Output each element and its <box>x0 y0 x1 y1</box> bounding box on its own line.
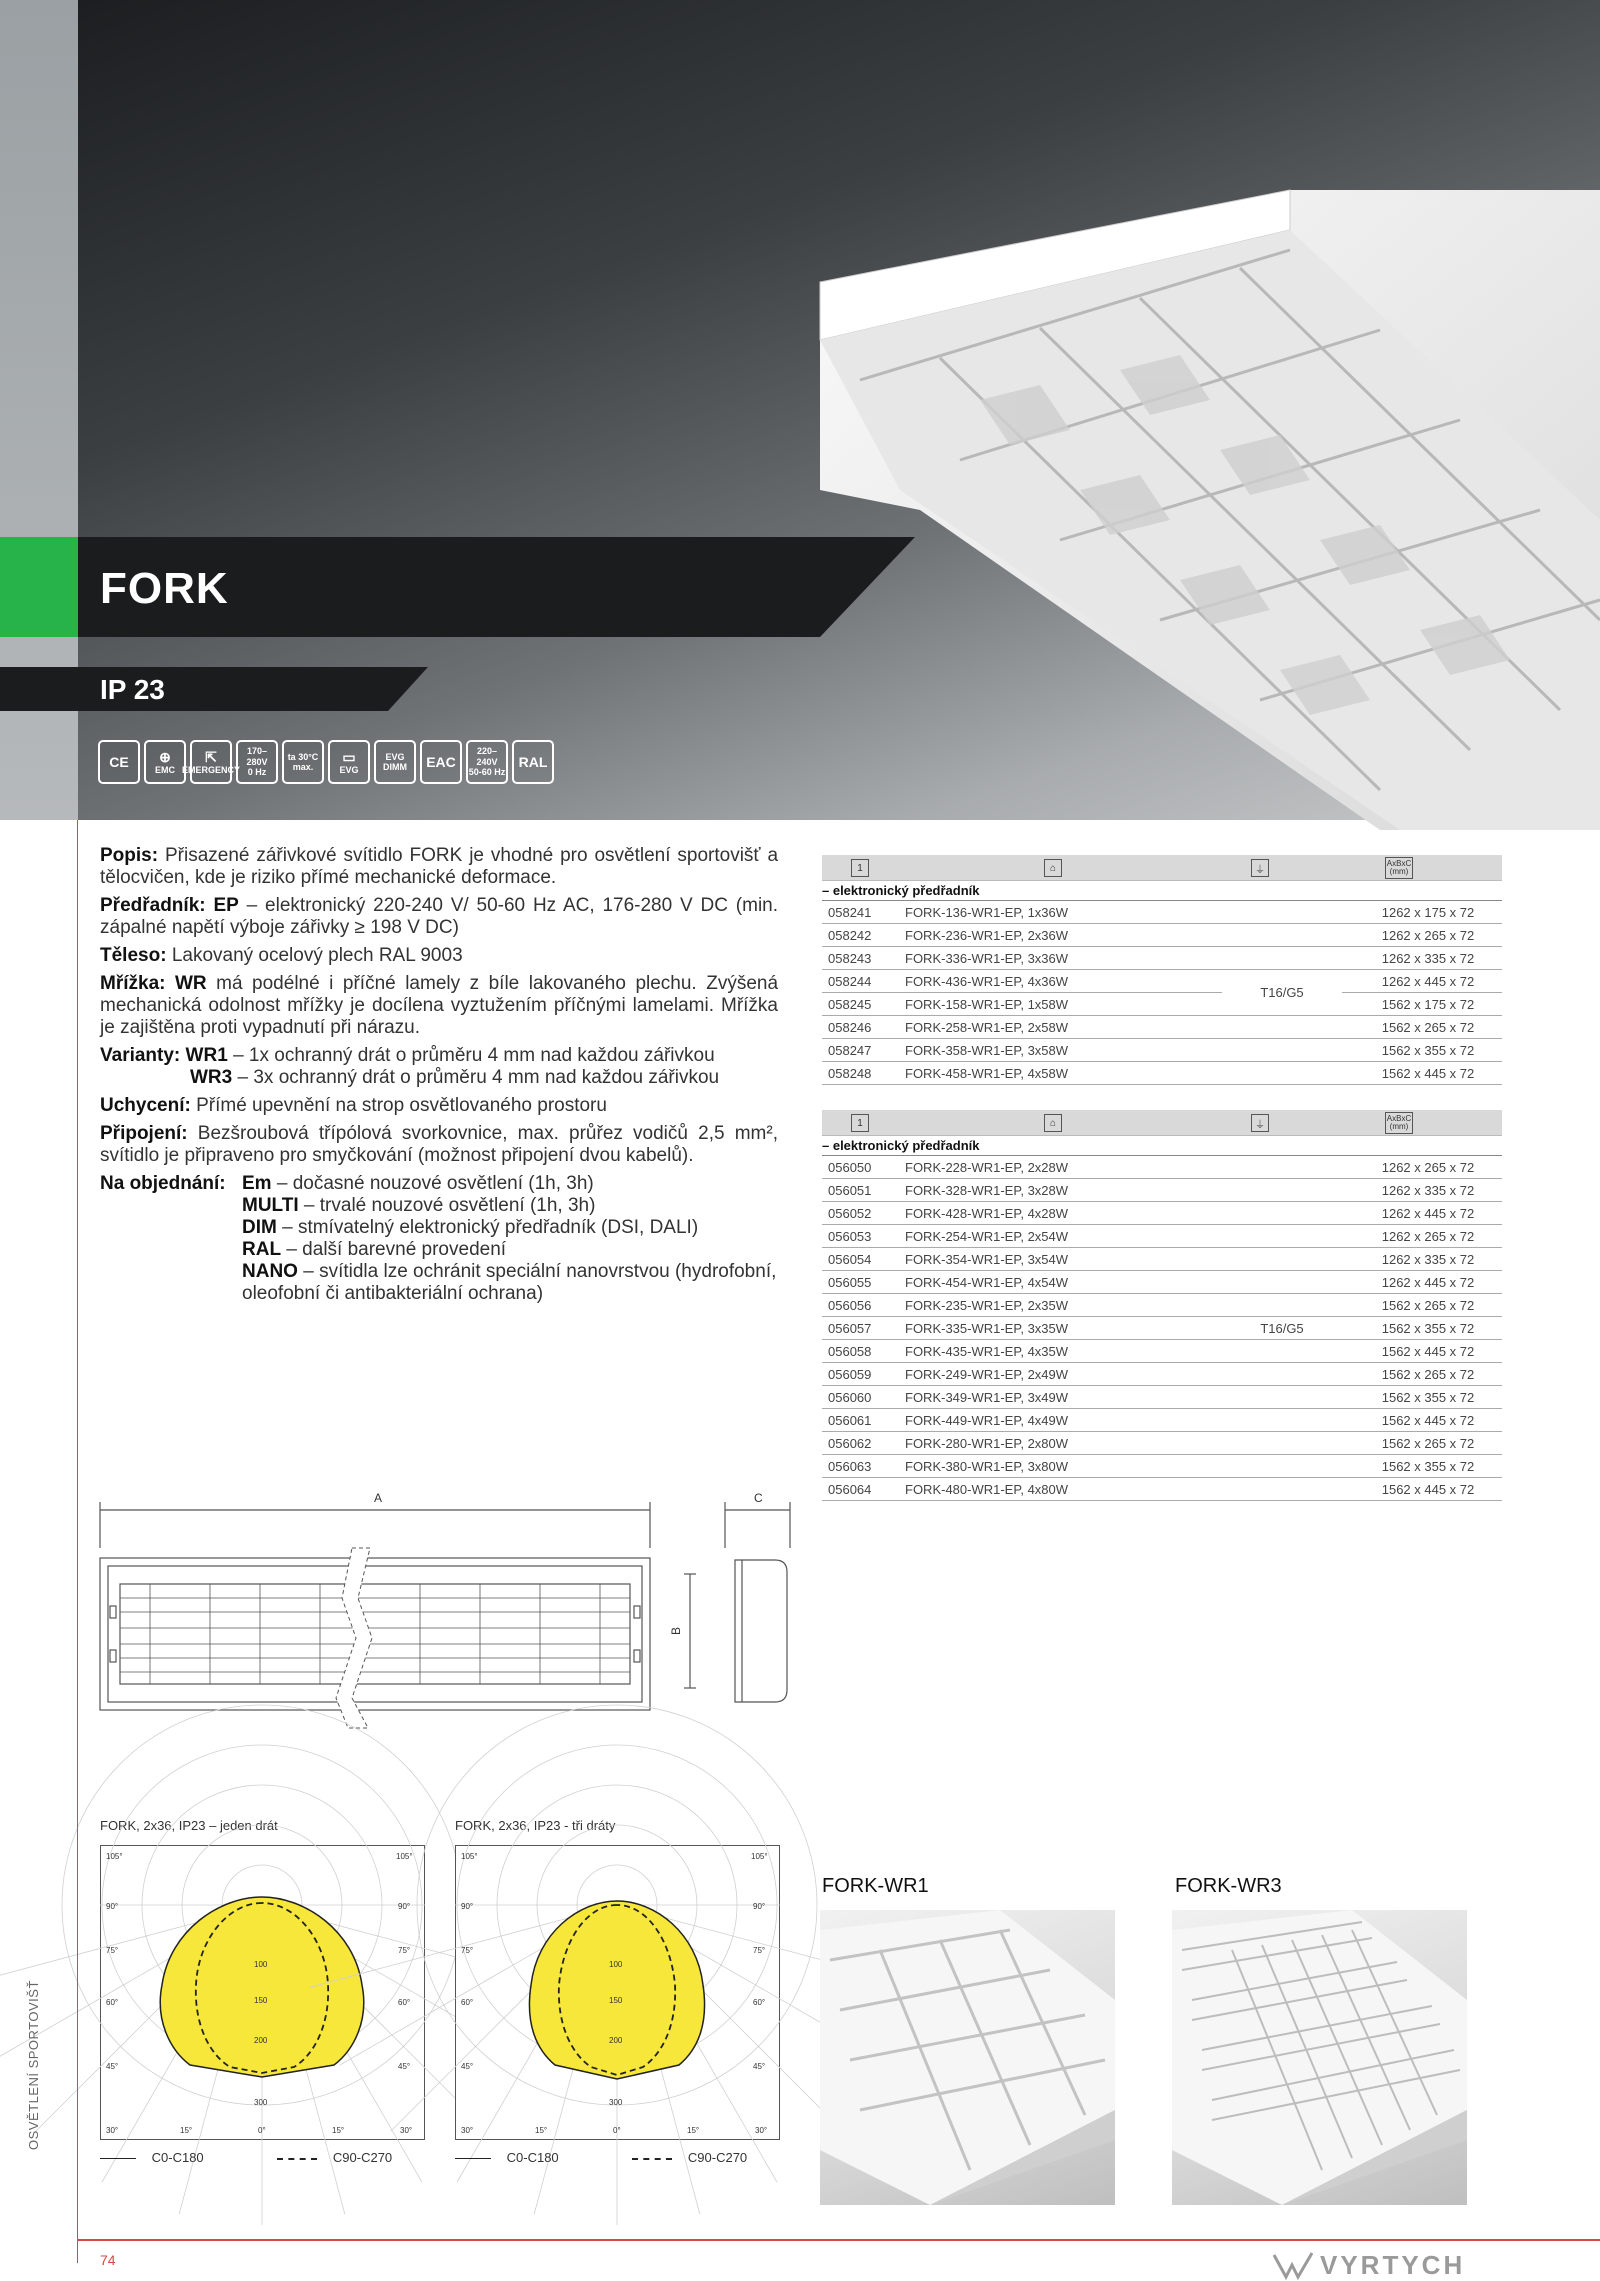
angle-label: 45° <box>398 2062 411 2071</box>
product-name: FORK-249-WR1-EP, 2x49W <box>905 1367 1069 1382</box>
table-row <box>822 924 1502 947</box>
logo-text: VYRTYCH <box>1320 2250 1466 2280</box>
table-row <box>822 1317 1502 1340</box>
cert-icon-text: EAC <box>426 753 456 770</box>
angle-label: 60° <box>461 1998 474 2007</box>
angle-label: 15° <box>180 2126 193 2135</box>
lamp-icon: ⏚ <box>1251 859 1269 877</box>
angle-label: 60° <box>106 1998 119 2007</box>
angle-label: 75° <box>461 1946 474 1955</box>
product-title: FORK <box>100 564 229 613</box>
angle-label: 45° <box>753 2062 766 2071</box>
angle-label: 90° <box>106 1902 119 1911</box>
dimensions: 1262 x 335 x 72 <box>1381 1183 1475 1198</box>
dimensions: 1562 x 265 x 72 <box>1381 1367 1475 1382</box>
dimensions-icon: AxBxC (mm) <box>1385 857 1413 879</box>
legend-dashed-label: C90-C270 <box>687 2150 748 2165</box>
certification-icons <box>98 740 554 784</box>
table-row <box>822 1409 1502 1432</box>
lamp-icon: ⏚ <box>1251 1114 1269 1132</box>
product-name: FORK-158-WR1-EP, 1x58W <box>905 997 1069 1012</box>
title-accent <box>0 537 78 637</box>
dimensions: 1262 x 265 x 72 <box>1381 1229 1475 1244</box>
table-row <box>822 947 1502 970</box>
table-row <box>822 1016 1502 1039</box>
legend-1 <box>100 2150 392 2165</box>
angle-label: 45° <box>106 2062 119 2071</box>
table-row <box>822 1039 1502 1062</box>
angle-label: 15° <box>535 2126 548 2135</box>
pripojeni: Připojení: Bezšroubová třípólová svorkovnice, max. průřez vodičů 2,5 mm², svítidlo je připraveno pro smyčkování (možnost připojení dvou kabelů). <box>100 1123 778 1166</box>
variant-wr1-title: FORK-WR1 <box>822 1875 929 1897</box>
ral-icon <box>512 740 554 784</box>
varianty: Varianty: WR1 – 1x ochranný drát o průměru 4 mm nad každou zářivkou WR3 – 3x ochranný drát o průměru 4 mm nad každou zářivkou <box>100 1045 720 1088</box>
table-row <box>822 901 1502 924</box>
legend-solid-label: C0-C180 <box>506 2150 559 2165</box>
dimensions: 1562 x 175 x 72 <box>1381 997 1475 1012</box>
dimensions: 1562 x 355 x 72 <box>1381 1390 1475 1405</box>
order-code: 056052 <box>828 1206 872 1221</box>
lamp-fitting: T16/G5 <box>1222 983 1342 1003</box>
dimensions: 1562 x 445 x 72 <box>1381 1413 1475 1428</box>
order-code: 056064 <box>828 1482 872 1497</box>
product-name: FORK-254-WR1-EP, 2x54W <box>905 1229 1069 1244</box>
dimensions: 1562 x 265 x 72 <box>1381 1436 1475 1451</box>
table-rows <box>822 901 1502 1085</box>
table-header <box>822 855 1502 881</box>
radial-label: 200 <box>609 2036 623 2045</box>
cert-icon-text: DIMM <box>383 762 407 772</box>
cert-icon-text: 220–240V <box>476 746 498 767</box>
table-row <box>822 1156 1502 1179</box>
angle-label: 30° <box>400 2126 413 2135</box>
order-code: 058243 <box>828 951 872 966</box>
angle-label: 15° <box>332 2126 345 2135</box>
table-row <box>822 970 1502 993</box>
luminaire-type-icon: ⌂ <box>1044 1114 1062 1132</box>
evg-dimm-icon <box>374 740 416 784</box>
table-row <box>822 1271 1502 1294</box>
radial-label: 200 <box>254 2036 268 2045</box>
angle-label: 60° <box>753 1998 766 2007</box>
dimensions-icon: AxBxC (mm) <box>1385 1112 1413 1134</box>
dimension-a-label: A <box>374 1491 383 1505</box>
angle-label: 30° <box>461 2126 474 2135</box>
emc-icon <box>144 740 186 784</box>
product-name: FORK-380-WR1-EP, 3x80W <box>905 1459 1069 1474</box>
order-label: Na objednání: <box>100 1173 226 1194</box>
table-row <box>822 1455 1502 1478</box>
angle-label: 30° <box>755 2126 768 2135</box>
table-subtitle: – elektronický předřadník <box>822 881 1502 901</box>
radial-label: 300 <box>609 2098 623 2107</box>
table-row <box>822 1202 1502 1225</box>
product-name: FORK-335-WR1-EP, 3x35W <box>905 1321 1069 1336</box>
dimensions: 1562 x 445 x 72 <box>1381 1066 1475 1081</box>
angle-label: 60° <box>398 1998 411 2007</box>
order-code: 056050 <box>828 1160 872 1175</box>
product-name: FORK-458-WR1-EP, 4x58W <box>905 1066 1069 1081</box>
cert-icon-text: ⊕ <box>159 748 171 765</box>
order-item: Em – dočasné nouzové osvětlení (1h, 3h) <box>242 1173 594 1194</box>
table-header <box>822 1110 1502 1136</box>
product-name: FORK-428-WR1-EP, 4x28W <box>905 1206 1069 1221</box>
product-name: FORK-236-WR1-EP, 2x36W <box>905 928 1069 943</box>
dimensions: 1262 x 335 x 72 <box>1381 951 1475 966</box>
order-item: NANO – svítidla lze ochránit speciální nanovrstvou (hydrofobní, oleofobní či antibakteriální ochrana) <box>242 1261 777 1304</box>
order-code: 058241 <box>828 905 872 920</box>
order-code: 056053 <box>828 1229 872 1244</box>
order-code: 058248 <box>828 1066 872 1081</box>
mrizka: Mřížka: WR má podélné i příčné lamely z bíle lakovaného plechu. Zvýšená mechanická odolnost mřížky je docílena vyztužením příčnými lamelami. Mřížka je zajištěna proti vypadnutí při nárazu. <box>100 973 779 1038</box>
radial-label: 150 <box>254 1996 268 2005</box>
legend-2 <box>455 2150 747 2165</box>
uchyceni: Uchycení: Přímé upevnění na strop osvětlovaného prostoru <box>100 1095 607 1116</box>
product-name: FORK-449-WR1-EP, 4x49W <box>905 1413 1069 1428</box>
angle-label: 75° <box>753 1946 766 1955</box>
dimensions: 1562 x 445 x 72 <box>1381 1482 1475 1497</box>
product-name: FORK-136-WR1-EP, 1x36W <box>905 905 1069 920</box>
cert-icon-text: EVG <box>385 751 405 762</box>
polar-caption-1: FORK, 2x36, IP23 – jeden drát <box>100 1818 278 1833</box>
dimensions: 1562 x 355 x 72 <box>1381 1043 1475 1058</box>
ip-rating: IP 23 <box>100 674 165 705</box>
ce-icon <box>98 740 140 784</box>
order-code: 058246 <box>828 1020 872 1035</box>
cert-icon-text: ⇱ <box>205 748 217 765</box>
eac-icon <box>420 740 462 784</box>
order-code-icon: 1 <box>851 859 869 877</box>
table-row <box>822 1340 1502 1363</box>
predradnik: Předřadník: EP – elektronický 220-240 V/ 50-60 Hz AC, 176-280 V DC (min. zápalné napětí výboje zářivky ≥ 198 V DC) <box>100 895 779 938</box>
popis: Popis: Přisazené zářivkové svítidlo FORK je vhodné pro osvětlení sportovišť a tělocvičen, kde je riziko přímé mechanické deformace. <box>100 845 779 888</box>
dimensions: 1262 x 175 x 72 <box>1381 905 1475 920</box>
product-name: FORK-454-WR1-EP, 4x54W <box>905 1275 1069 1290</box>
legend-dashed-swatch <box>632 2158 672 2160</box>
radial-label: 300 <box>254 2098 268 2107</box>
order-code: 056061 <box>828 1413 872 1428</box>
table-row <box>822 1294 1502 1317</box>
angle-label: 0° <box>613 2126 621 2135</box>
product-name: FORK-336-WR1-EP, 3x36W <box>905 951 1069 966</box>
angle-label: 90° <box>398 1902 411 1911</box>
product-name: FORK-480-WR1-EP, 4x80W <box>905 1482 1069 1497</box>
table-subtitle: – elektronický předřadník <box>822 1136 1502 1156</box>
order-code: 056051 <box>828 1183 872 1198</box>
product-name: FORK-349-WR1-EP, 3x49W <box>905 1390 1069 1405</box>
variant-wr3-photo <box>1172 1910 1467 2205</box>
polar-diagram-1 <box>100 1845 425 2140</box>
dimensions: 1562 x 265 x 72 <box>1381 1020 1475 1035</box>
order-code-icon: 1 <box>851 1114 869 1132</box>
angle-label: 90° <box>461 1902 474 1911</box>
voltage-ac-icon <box>466 740 508 784</box>
radial-label: 100 <box>609 1960 623 1969</box>
table-row <box>822 993 1502 1016</box>
dimensions: 1262 x 335 x 72 <box>1381 1252 1475 1267</box>
order-code: 058245 <box>828 997 872 1012</box>
voltage-dc-icon <box>236 740 278 784</box>
cert-icon-text: 50-60 Hz <box>468 767 506 778</box>
logo-mark-icon <box>1272 2251 1314 2281</box>
dimensions: 1562 x 355 x 72 <box>1381 1459 1475 1474</box>
dimensions: 1562 x 355 x 72 <box>1381 1321 1475 1336</box>
angle-label: 30° <box>106 2126 119 2135</box>
dimension-c-label: C <box>754 1491 763 1505</box>
lamp-fitting: T16/G5 <box>1222 1319 1342 1339</box>
order-code: 056062 <box>828 1436 872 1451</box>
order-code: 056055 <box>828 1275 872 1290</box>
table-row <box>822 1363 1502 1386</box>
cert-icon-text: ta 30°C <box>287 751 319 762</box>
cert-icon-text: RAL <box>518 753 548 770</box>
cert-icon-text: ▭ <box>342 748 356 765</box>
legend-solid-swatch <box>455 2158 491 2159</box>
footer-line <box>78 2239 1600 2241</box>
angle-label: 75° <box>106 1946 119 1955</box>
product-name: FORK-354-WR1-EP, 3x54W <box>905 1252 1069 1267</box>
angle-label: 105° <box>106 1852 123 1861</box>
dimensions: 1262 x 445 x 72 <box>1381 1275 1475 1290</box>
angle-label: 45° <box>461 2062 474 2071</box>
radial-label: 100 <box>254 1960 268 1969</box>
cert-icon-text: 0 Hz <box>247 767 267 778</box>
luminaire-type-icon: ⌂ <box>1044 859 1062 877</box>
order-code: 056059 <box>828 1367 872 1382</box>
order-code: 056060 <box>828 1390 872 1405</box>
dimensions: 1262 x 265 x 72 <box>1381 1160 1475 1175</box>
cert-icon-text: EMC <box>155 764 175 775</box>
radial-label: 150 <box>609 1996 623 2005</box>
angle-label: 75° <box>398 1946 411 1955</box>
dimension-b-label: B <box>669 1626 683 1635</box>
product-name: FORK-435-WR1-EP, 4x35W <box>905 1344 1069 1359</box>
evg-icon <box>328 740 370 784</box>
product-name: FORK-436-WR1-EP, 4x36W <box>905 974 1069 989</box>
order-code: 056054 <box>828 1252 872 1267</box>
polar-caption-2: FORK, 2x36, IP23 - tři dráty <box>455 1818 616 1833</box>
cert-icon-text: EMERGENCY <box>182 764 241 775</box>
order-options <box>100 1173 778 1305</box>
cert-icon-text: EVG <box>339 764 359 775</box>
product-name: FORK-358-WR1-EP, 3x58W <box>905 1043 1069 1058</box>
dimensions: 1262 x 445 x 72 <box>1381 974 1475 989</box>
legend-solid-swatch <box>100 2158 136 2159</box>
cert-icon-text: CE <box>109 753 129 770</box>
order-item: DIM – stmívatelný elektronický předřadník (DSI, DALI) <box>242 1217 699 1238</box>
technical-drawing <box>90 1488 810 1768</box>
cert-icon-text: max. <box>292 762 314 772</box>
order-list <box>242 1173 778 1305</box>
order-item: MULTI – trvalé nouzové osvětlení (1h, 3h) <box>242 1195 596 1216</box>
product-table-1 <box>822 855 1502 1085</box>
order-code: 058244 <box>828 974 872 989</box>
luminaire-photo <box>820 190 1600 830</box>
section-label: OSVĚTLENÍ SPORTOVIŠŤ <box>26 1980 41 2150</box>
table-row <box>822 1225 1502 1248</box>
order-code: 056058 <box>828 1344 872 1359</box>
emergency-icon <box>182 740 241 784</box>
legend-dashed-label: C90-C270 <box>332 2150 393 2165</box>
product-name: FORK-235-WR1-EP, 2x35W <box>905 1298 1069 1313</box>
order-code: 056056 <box>828 1298 872 1313</box>
table-row <box>822 1248 1502 1271</box>
dimensions: 1562 x 265 x 72 <box>1381 1298 1475 1313</box>
order-item: RAL – další barevné provedení <box>242 1239 507 1260</box>
ip-band <box>0 667 428 711</box>
cert-icon-text: 170–280V <box>246 746 268 767</box>
teleso: Těleso: Lakovaný ocelový plech RAL 9003 <box>100 945 463 966</box>
angle-label: 15° <box>687 2126 700 2135</box>
legend-solid-label: C0-C180 <box>151 2150 204 2165</box>
table-row <box>822 1478 1502 1501</box>
dimensions: 1262 x 265 x 72 <box>1381 928 1475 943</box>
product-name: FORK-228-WR1-EP, 2x28W <box>905 1160 1069 1175</box>
angle-label: 105° <box>396 1852 413 1861</box>
polar-diagram-2 <box>455 1845 780 2140</box>
page-number: 74 <box>100 2252 116 2268</box>
product-name: FORK-280-WR1-EP, 2x80W <box>905 1436 1069 1451</box>
angle-label: 0° <box>258 2126 266 2135</box>
product-table-2 <box>822 1110 1502 1501</box>
angle-label: 105° <box>461 1852 478 1861</box>
variant-wr3-title: FORK-WR3 <box>1175 1875 1282 1897</box>
table-rows <box>822 1156 1502 1501</box>
table-row <box>822 1179 1502 1202</box>
order-code: 056063 <box>828 1459 872 1474</box>
order-code: 058242 <box>828 928 872 943</box>
dimensions: 1262 x 445 x 72 <box>1381 1206 1475 1221</box>
order-code: 058247 <box>828 1043 872 1058</box>
product-description <box>100 845 778 1305</box>
dimensions: 1562 x 445 x 72 <box>1381 1344 1475 1359</box>
table-row <box>822 1062 1502 1085</box>
variant-wr1-photo <box>820 1910 1115 2205</box>
table-row <box>822 1386 1502 1409</box>
company-logo <box>1272 2250 1465 2281</box>
temperature-icon <box>282 740 324 784</box>
angle-label: 105° <box>751 1852 768 1861</box>
legend-dashed-swatch <box>277 2158 317 2160</box>
product-name: FORK-258-WR1-EP, 2x58W <box>905 1020 1069 1035</box>
angle-label: 90° <box>753 1902 766 1911</box>
table-row <box>822 1432 1502 1455</box>
order-code: 056057 <box>828 1321 872 1336</box>
product-name: FORK-328-WR1-EP, 3x28W <box>905 1183 1069 1198</box>
